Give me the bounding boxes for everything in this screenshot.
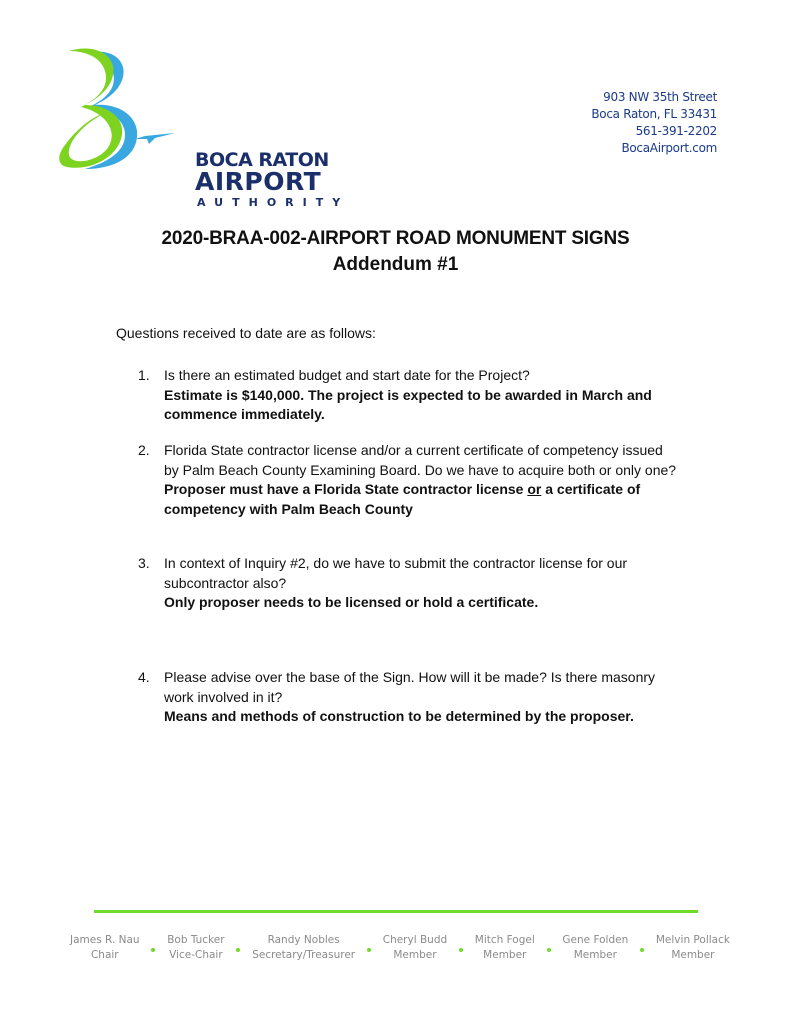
question-text: Is there an estimated budget and start date for the Project?	[164, 367, 530, 383]
question-number: 3.	[138, 555, 150, 571]
member-role: Member	[671, 949, 715, 961]
bullet-dot-icon	[367, 948, 371, 952]
member-role: Chair	[90, 949, 119, 961]
member-role: Secretary/Treasurer	[252, 949, 356, 961]
address-phone: 561-391-2202	[635, 124, 717, 138]
board-member	[383, 933, 447, 963]
bullet-dot-icon	[151, 948, 155, 952]
answer-text: Only proposer needs to be licensed or hold a certificate.	[164, 594, 539, 610]
intro-text: Questions received to date are as follows:	[116, 325, 376, 341]
logo-line-authority: AUTHORITY	[197, 196, 350, 209]
bullet-dot-icon	[547, 948, 551, 952]
board-member	[70, 933, 140, 963]
boca-raton-airport-authority-logo	[55, 45, 350, 209]
address-city: Boca Raton, FL 33431	[591, 107, 717, 121]
board-member	[475, 933, 535, 963]
footer-divider	[94, 910, 698, 913]
logo-line-airport: AIRPORT	[195, 167, 322, 196]
bullet-dot-icon	[459, 948, 463, 952]
member-name: Mitch Fogel	[474, 934, 535, 946]
logo-swoosh-icon	[55, 45, 150, 173]
answer-part: Proposer must have a Florida State contractor license	[164, 481, 528, 497]
answer-text	[164, 480, 678, 519]
answer-text: Means and methods of construction to be determined by the proposer.	[164, 708, 634, 724]
member-name: Gene Folden	[562, 934, 629, 946]
board-member	[167, 933, 224, 963]
bullet-dot-icon	[236, 948, 240, 952]
member-name: Randy Nobles	[267, 934, 340, 946]
board-members	[70, 933, 730, 963]
question-item	[138, 554, 678, 613]
member-role: Member	[393, 949, 437, 961]
board-member	[252, 933, 355, 963]
question-number: 1.	[138, 367, 150, 383]
document-title: 2020-BRAA-002-AIRPORT ROAD MONUMENT SIGNS	[161, 228, 630, 249]
answer-underlined-word: or	[527, 481, 542, 497]
board-member	[562, 933, 628, 963]
member-role: Member	[483, 949, 527, 961]
member-role: Vice-Chair	[169, 949, 223, 961]
answer-part: a certificate of competency with Palm Beach County	[164, 481, 641, 517]
question-text: Florida State contractor license and/or a current certificate of competency issued by Palm Beach County Examining Board. Do we have to acquire both or only one?	[164, 442, 677, 478]
member-name: James R. Nau	[70, 934, 140, 946]
member-role: Member	[573, 949, 617, 961]
question-number: 4.	[138, 669, 150, 685]
question-text: In context of Inquiry #2, do we have to submit the contractor license for our subcontractor also?	[164, 555, 628, 591]
member-name: Cheryl Budd	[382, 934, 448, 946]
member-name: Bob Tucker	[167, 934, 225, 946]
address-block	[591, 89, 717, 157]
member-name: Melvin Pollack	[655, 934, 730, 946]
document-subtitle: Addendum #1	[332, 254, 459, 275]
title-block	[0, 226, 791, 278]
question-text: Please advise over the base of the Sign. How will it be made? Is there masonry work involved in it?	[164, 669, 656, 705]
bullet-dot-icon	[640, 948, 644, 952]
board-member	[656, 933, 730, 963]
answer-text: Estimate is $140,000. The project is expected to be awarded in March and commence immediately.	[164, 386, 652, 422]
question-item	[138, 441, 678, 519]
airplane-icon	[135, 133, 175, 145]
address-street: 903 NW 35th Street	[603, 90, 717, 104]
question-item	[138, 668, 678, 727]
logo-line-boca-raton: BOCA RATON	[195, 149, 329, 171]
question-number: 2.	[138, 442, 150, 458]
address-website: BocaAirport.com	[621, 141, 717, 155]
question-item	[138, 366, 678, 425]
